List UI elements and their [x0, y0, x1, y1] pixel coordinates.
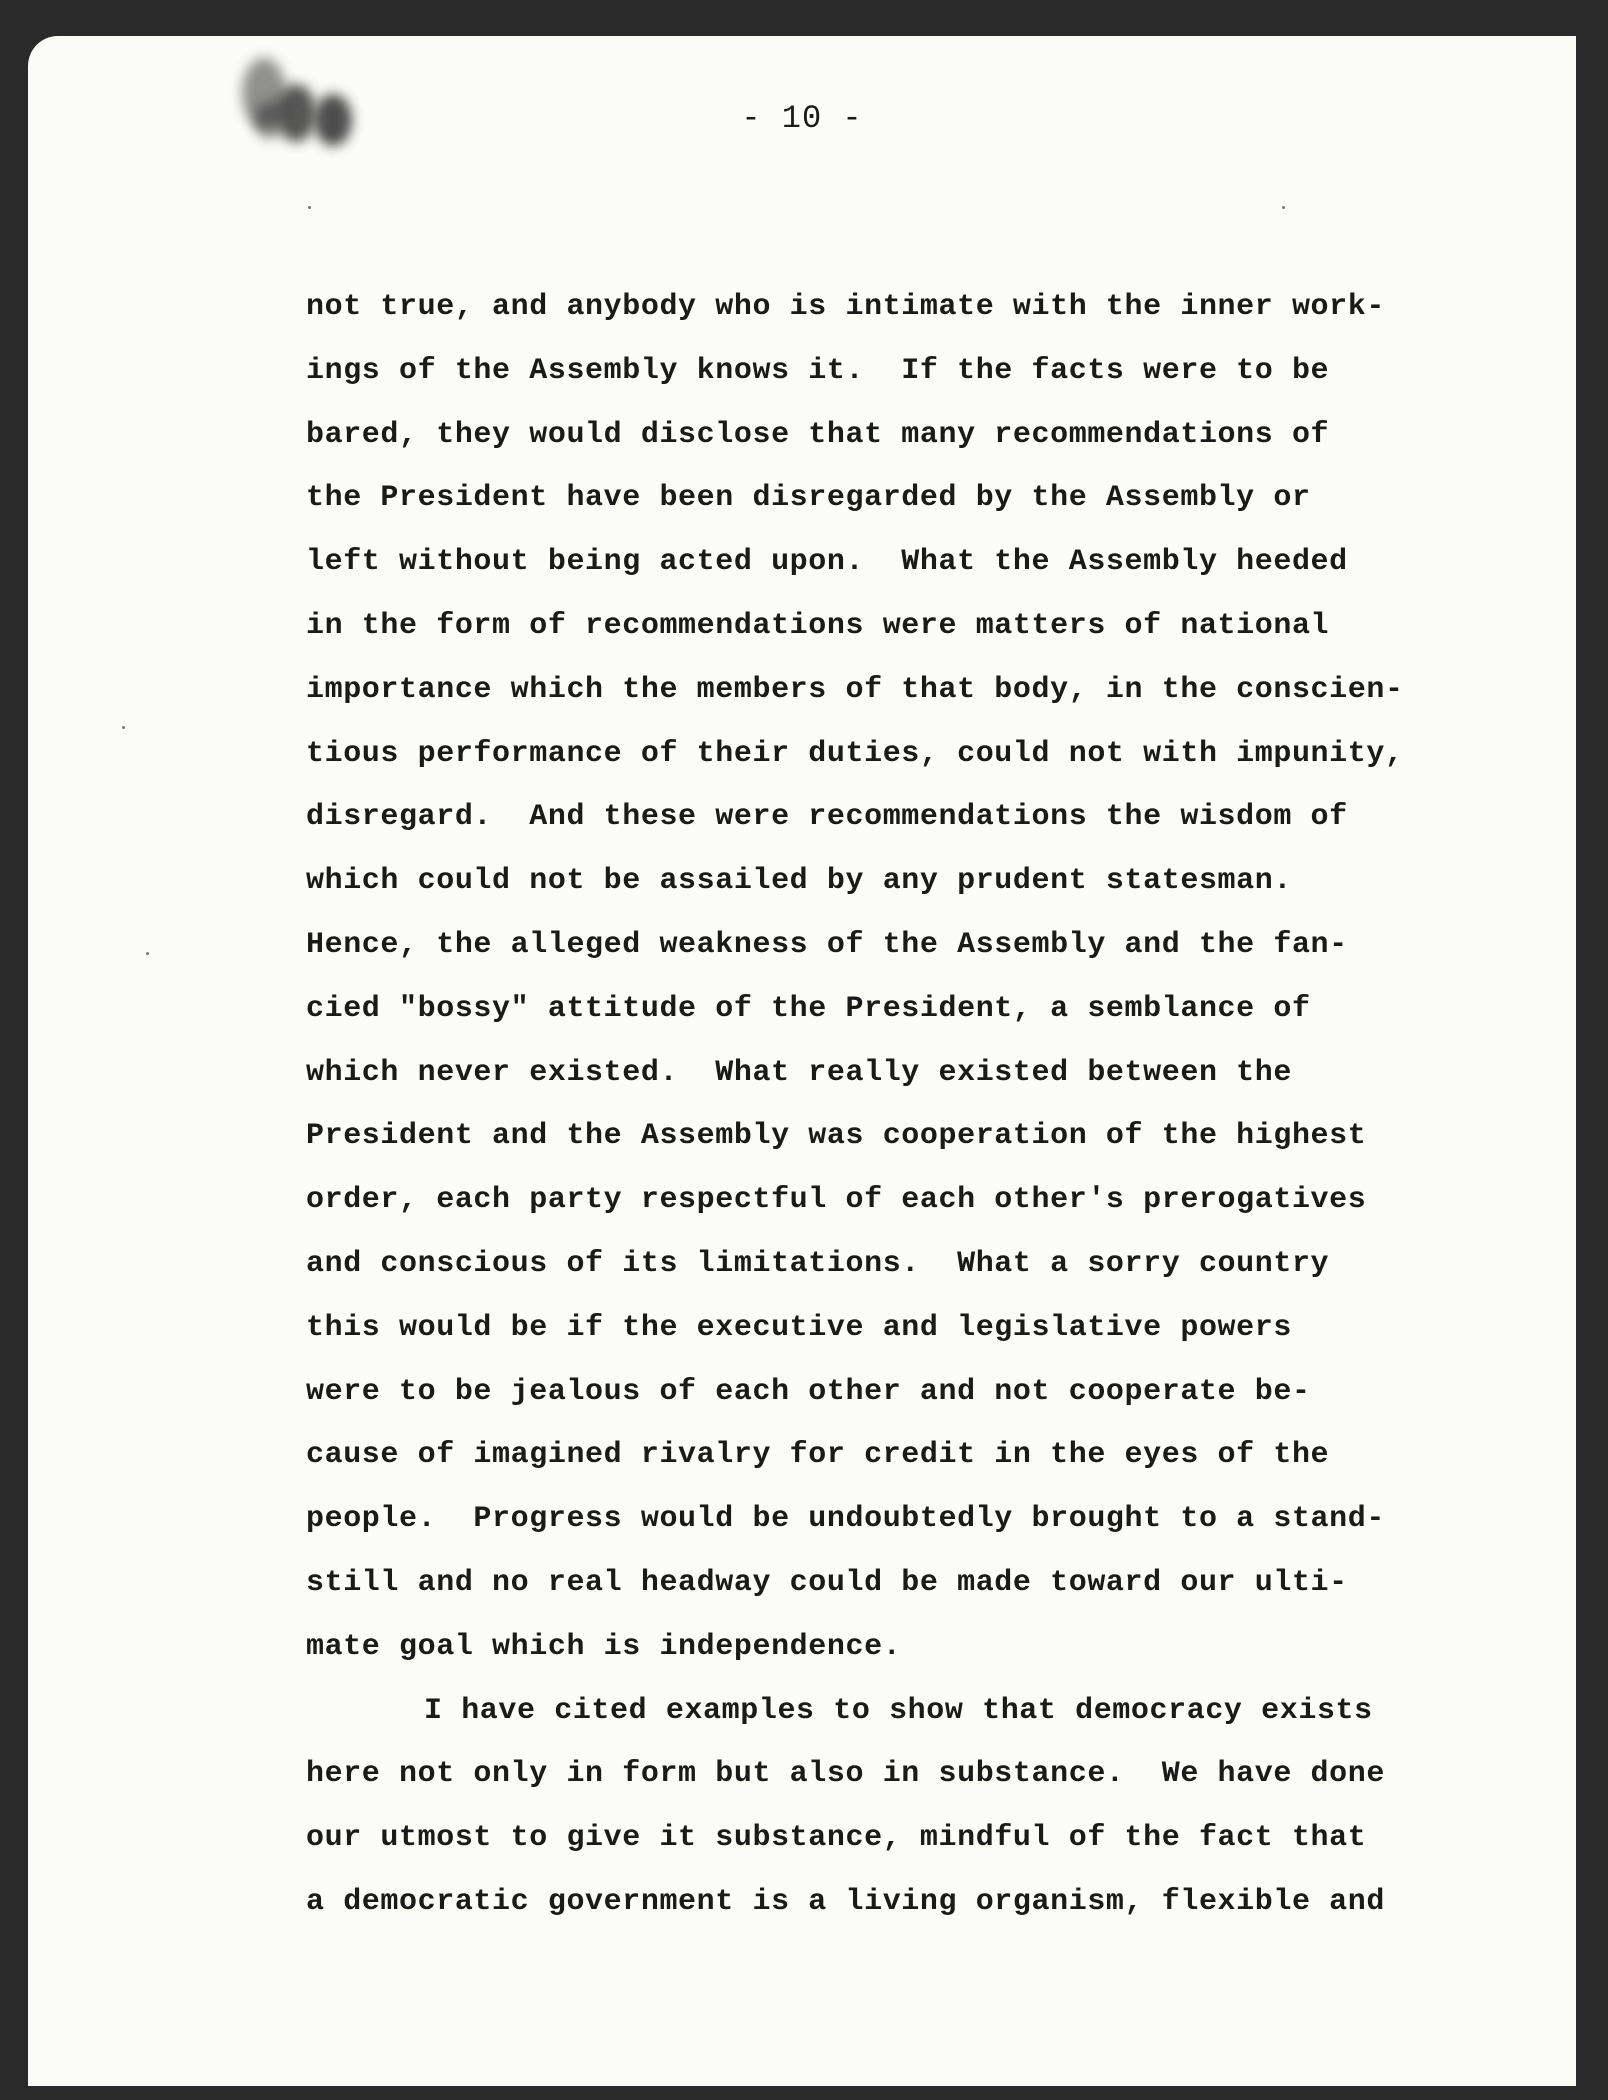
text-line: bared, they would disclose that many recommendations of [306, 417, 1330, 452]
text-line: ings of the Assembly knows it. If the facts were to be [306, 353, 1330, 388]
text-line: cause of imagined rivalry for credit in the eyes of the [306, 1438, 1330, 1473]
text-line: left without being acted upon. What the Assembly heeded [306, 545, 1348, 580]
text-line: our utmost to give it substance, mindful of the fact that [306, 1821, 1367, 1856]
text-line: importance which the members of that body, in the conscien- [306, 672, 1404, 707]
paper-speck [308, 206, 311, 209]
text-line: here not only in form but also in substance. We have done [306, 1757, 1385, 1792]
text-line: and conscious of its limitations. What a sorry country [306, 1246, 1330, 1281]
text-line: tious performance of their duties, could not with impunity, [306, 736, 1404, 771]
text-line: President and the Assembly was cooperation of the highest [306, 1119, 1367, 1154]
text-line: mate goal which is independence. [306, 1629, 902, 1664]
text-line: which could not be assailed by any prudent statesman. [306, 864, 1292, 899]
paper-speck [146, 952, 149, 955]
text-line: still and no real headway could be made toward our ulti- [306, 1565, 1348, 1600]
document-page [28, 36, 1576, 2086]
text-line: order, each party respectful of each other's prerogatives [306, 1183, 1367, 1218]
text-line: the President have been disregarded by the Assembly or [306, 481, 1311, 516]
text-line: Hence, the alleged weakness of the Assembly and the fan- [306, 927, 1348, 962]
text-line: in the form of recommendations were matters of national [306, 608, 1330, 643]
text-line: which never existed. What really existed between the [306, 1055, 1292, 1090]
text-line: people. Progress would be undoubtedly brought to a stand- [306, 1502, 1385, 1537]
text-line: cied "bossy" attitude of the President, a semblance of [306, 991, 1311, 1026]
text-line: disregard. And these were recommendations the wisdom of [306, 800, 1348, 835]
paper-speck [1282, 206, 1285, 209]
body-text [306, 276, 1506, 1935]
page-number: - 10 - [741, 100, 863, 137]
paragraph-start-line: I have cited examples to show that democracy exists [424, 1693, 1373, 1728]
text-line: not true, and anybody who is intimate with the inner work- [306, 290, 1385, 324]
paper-speck [122, 726, 125, 729]
text-line: this would be if the executive and legislative powers [306, 1310, 1292, 1345]
text-line: a democratic government is a living organism, flexible and [306, 1884, 1385, 1919]
text-line: were to be jealous of each other and not cooperate be- [306, 1374, 1311, 1409]
